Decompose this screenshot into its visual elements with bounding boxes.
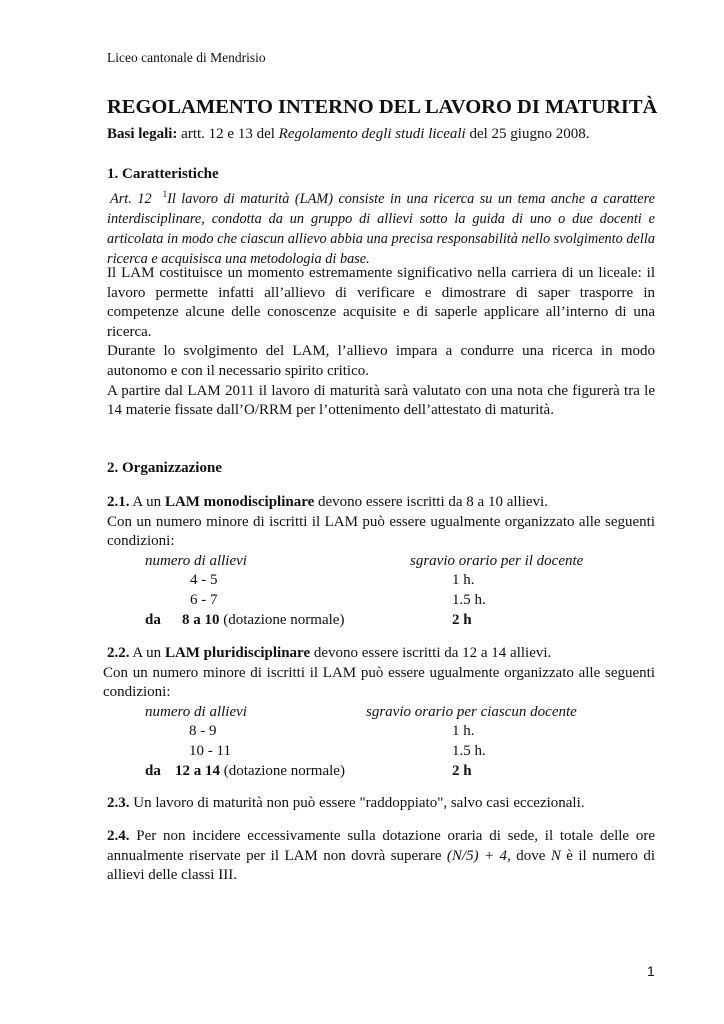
hours-cell: 2 h	[452, 611, 472, 628]
note: (dotazione normale)	[219, 611, 345, 628]
clause-number: 2.3.	[107, 795, 130, 811]
clause-number: 2.1.	[107, 494, 130, 510]
column-header: numero di allievi	[145, 552, 247, 569]
section-2-1	[107, 493, 655, 630]
article-text: Il lavoro di maturità (LAM) consiste in una ricerca su un tema anche a carattere interdisciplinare, condotta da un gruppo di allievi sotto la guida di uno o due docenti e articolata in modo che ciascun allievo abbia una precisa responsabilità nello svolgimento della ricerca e acquisisca una metodologia di base.	[107, 190, 656, 267]
legal-basis-date: del 25 giugno 2008.	[465, 126, 590, 142]
table-row	[107, 762, 655, 782]
clause-text: devono essere iscritti da 12 a 14 allievi.	[310, 645, 552, 661]
hours-cell: 1 h.	[452, 572, 475, 589]
paragraph: Durante lo svolgimento del LAM, l’allievo impara a condurre una ricerca in modo autonomo e con il necessario spirito critico.	[107, 343, 655, 379]
table-row	[107, 611, 655, 631]
section-1-paragraphs	[107, 264, 655, 421]
hours-cell: 1.5 h.	[452, 591, 486, 608]
students-cell: 4 - 5	[190, 572, 218, 589]
students-cell: 12 a 14	[175, 762, 220, 779]
section-2-2	[103, 644, 655, 783]
clause-text: A un	[129, 494, 165, 510]
students-cell: 6 - 7	[190, 591, 218, 608]
clause-strong: LAM pluridisciplinare	[164, 645, 311, 661]
legal-basis	[107, 125, 655, 145]
clause-number: 2.2.	[107, 645, 130, 661]
document-title: REGOLAMENTO INTERNO DEL LAVORO DI MATURITÀ	[107, 96, 658, 118]
column-header: numero di allievi	[145, 703, 247, 720]
clause-number: 2.4.	[107, 828, 130, 844]
article-12-quote	[107, 184, 655, 269]
column-header: sgravio orario per ciascun docente	[366, 703, 577, 720]
article-label: Art. 12	[110, 190, 152, 207]
from-label: da	[145, 762, 161, 779]
table-row	[107, 591, 655, 611]
clause-text: A un	[129, 645, 165, 661]
table-header	[107, 703, 655, 723]
relief-table	[107, 703, 655, 783]
table-row	[107, 742, 655, 762]
legal-basis-label: Basi legali:	[107, 126, 178, 142]
clause-text: Per non incidere eccessivamente sulla dotazione oraria di sede, il totale delle ore annualmente riservate per il LAM non dovrà superare	[107, 828, 655, 864]
column-header: sgravio orario per il docente	[410, 552, 584, 569]
table-header	[107, 552, 655, 572]
table-row	[107, 571, 655, 591]
legal-basis-text: artt. 12 e 13 del	[177, 126, 279, 142]
paragraph: Il LAM costituisce un momento estremamente significativo nella carriera di un liceale: il lavoro permette infatti all’allievo di verificare e dimostrare di saper trasporre in competenze alcune delle conoscenze acquisite e di saperle applicare all’interno di una ricerca.	[107, 265, 655, 340]
students-cell: 8 a 10	[182, 611, 220, 628]
students-cell: 10 - 11	[189, 742, 231, 759]
relief-table	[107, 552, 655, 630]
table-row	[107, 722, 655, 742]
clause-text: è il numero di allievi delle classi III.	[107, 847, 655, 884]
section-2-3	[107, 794, 655, 814]
from-label: da	[145, 611, 161, 628]
paragraph: A partire dal LAM 2011 il lavoro di maturità sarà valutato con una nota che figurerà tra le 14 materie fissate dall’O/RRM per l’ottenimento dell’attestato di maturità.	[107, 382, 655, 419]
clause-text: , dove	[507, 847, 551, 864]
section-1-heading: 1. Caratteristiche	[107, 166, 219, 182]
legal-basis-reference: Regolamento degli studi liceali	[278, 126, 466, 142]
section-2-heading: 2. Organizzazione	[107, 460, 222, 476]
conditions-text: Con un numero minore di iscritti il LAM può essere ugualmente organizzato alle seguenti condizioni:	[107, 513, 655, 550]
clause-strong: LAM monodisciplinare	[164, 494, 315, 510]
article-paragraph-number: 1	[162, 189, 168, 199]
students-cell: 8 - 9	[189, 723, 217, 740]
section-2-4	[107, 827, 655, 886]
page-number: 1	[647, 963, 655, 979]
conditions-text: Con un numero minore di iscritti il LAM può essere ugualmente organizzato alle seguenti condizioni:	[103, 664, 655, 701]
clause-text: Un lavoro di maturità non può essere "raddoppiato", salvo casi eccezionali.	[129, 795, 585, 811]
running-header: Liceo cantonale di Mendrisio	[107, 50, 266, 65]
note: (dotazione normale)	[220, 762, 345, 779]
variable: N	[550, 847, 561, 864]
hours-cell: 2 h	[452, 762, 472, 779]
formula: (N/5) + 4	[446, 847, 508, 864]
clause-text: devono essere iscritti da 8 a 10 allievi.	[314, 494, 548, 510]
hours-cell: 1 h.	[452, 723, 475, 740]
hours-cell: 1.5 h.	[452, 742, 486, 759]
